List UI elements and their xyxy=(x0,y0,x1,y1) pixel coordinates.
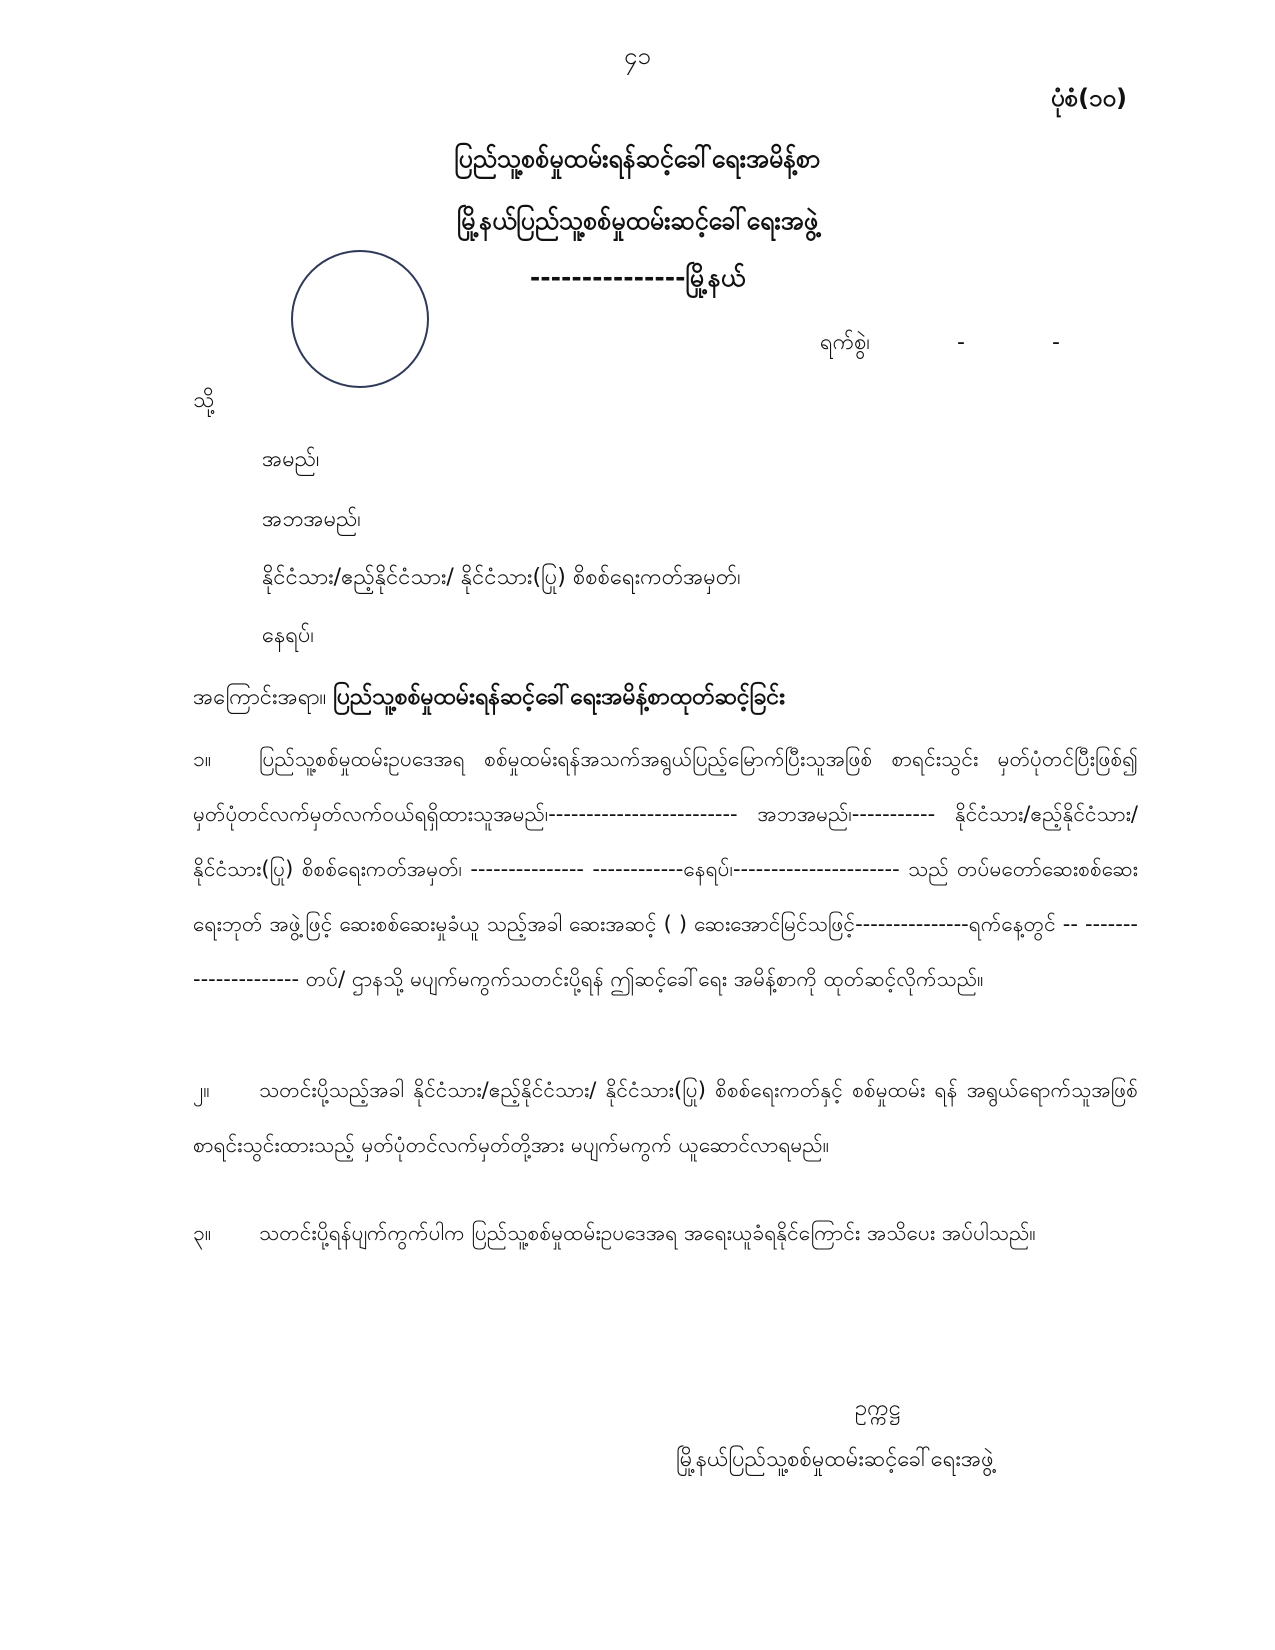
subject-text: ပြည်သူ့စစ်မှုထမ်းရန်ဆင့်ခေါ်ရေးအမိန့်စာထုတ်ဆင့်ခြင်း xyxy=(333,684,785,710)
document-title: ပြည်သူ့စစ်မှုထမ်းရန်ဆင့်ခေါ်ရေးအမိန့်စာ xyxy=(454,144,821,173)
subject-label: အကြောင်းအရာ။ xyxy=(193,685,327,710)
township-line: ---------------မြို့နယ် xyxy=(529,263,746,292)
issuing-body: မြို့နယ်ပြည်သူ့စစ်မှုထမ်းဆင့်ခေါ်ရေးအဖွဲ့ xyxy=(456,206,819,235)
paragraph-text: သတင်းပို့သည့်အခါ နိုင်ငံသား/ဧည့်နိုင်ငံသား/ နိုင်ငံသား(ပြု) စိစစ်ရေးကတ်နှင့် စစ်မှုထမ်း ရန် အရွယ်ရောက်သူအဖြစ် စာရင်းသွင်းထားသည့် မှတ်ပုံတင်လက်မှတ်တို့အား မပျက်မကွက် ယူဆောင်လာရမည်။ xyxy=(193,1078,1138,1157)
subject-line xyxy=(193,682,785,716)
to-label: သို့ xyxy=(193,388,215,413)
seal-circle xyxy=(291,250,429,388)
paragraph-number: ၂။ xyxy=(193,1078,210,1102)
date-separator: - xyxy=(1051,330,1060,355)
paragraph-text: သတင်းပို့ရန်ပျက်ကွက်ပါက ပြည်သူ့စစ်မှုထမ်းဥပဒေအရ အရေးယူခံရနိုင်ကြောင်း အသိပေး အပ်ပါသည်။ xyxy=(259,1221,1036,1245)
id-card-field-label: နိုင်ငံသား/ဧည့်နိုင်ငံသား/ နိုင်ငံသား(ပြု) စိစစ်ရေးကတ်အမှတ်၊ xyxy=(262,565,741,590)
paragraph-number: ၃။ xyxy=(193,1221,212,1245)
date-row xyxy=(820,327,1060,360)
father-name-field-label: အဘအမည်၊ xyxy=(262,507,361,532)
name-field-label: အမည်၊ xyxy=(262,447,320,472)
paragraph-3 xyxy=(193,1206,1138,1261)
date-label: ရက်စွဲ၊ xyxy=(820,330,871,355)
signature-organization: မြို့နယ်ပြည်သူ့စစ်မှုထမ်းဆင့်ခေါ်ရေးအဖွဲ့ xyxy=(676,1447,994,1472)
paragraph-2 xyxy=(193,1063,1138,1173)
paragraph-1 xyxy=(193,732,1138,1007)
paragraph-text: ပြည်သူ့စစ်မှုထမ်းဥပဒေအရ စစ်မှုထမ်းရန်အသက်အရွယ်ပြည့်မြောက်ပြီးသူအဖြစ် စာရင်းသွင်း မှတ်ပုံတင်ပြီးဖြစ်၍ မှတ်ပုံတင်လက်မှတ်လက်ဝယ်ရရှိထားသူအမည်၊------------------------- အဘအမည်၊----------- နိုင်ငံသား/ဧည့်နိုင်ငံသား/ နိုင်ငံသား(ပြု) စိစစ်ရေးကတ်အမှတ်၊ --------------- ------------နေရပ်၊---------------------- သည် တပ်မတော်ဆေးစစ်ဆေးရေးဘုတ် အဖွဲ့ဖြင့် ဆေးစစ်ဆေးမှုခံယူ သည့်အခါ ဆေးအဆင့် ( ) ဆေးအောင်မြင်သဖြင့်---------------ရက်နေ့တွင် -- --------------------- တပ်/ ဌာနသို့ မပျက်မကွက်သတင်းပို့ရန် ဤဆင့်ခေါ်ရေး အမိန့်စာကို ထုတ်ဆင့်လိုက်သည်။ xyxy=(193,747,1138,991)
date-separator: - xyxy=(957,330,965,355)
address-field-label: နေရပ်၊ xyxy=(262,623,314,648)
signature-title: ဥက္ကဋ္ဌ xyxy=(855,1396,901,1421)
paragraph-number: ၁။ xyxy=(193,747,212,771)
page-number: ၄၁ xyxy=(624,42,651,70)
form-number: ပုံစံ(၁၀) xyxy=(1050,84,1127,112)
